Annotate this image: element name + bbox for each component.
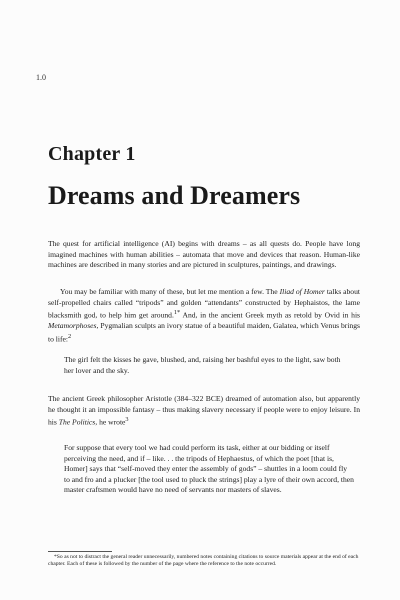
paragraph-examples bbox=[48, 287, 360, 345]
book-title-politics: The Politics bbox=[58, 417, 96, 427]
paragraph-text: You may be familiar with many of these, but let me mention a few. The bbox=[60, 287, 280, 296]
paragraph-text: talks about self-propelled chairs called “tripods” and golden “attendants” constructed by Hephaistos, the lame blacksmith god, to help him get around. bbox=[48, 287, 361, 320]
paragraph-text: , Pygmalian sculpts an ivory statue of a beautiful maiden, Galatea, which Venus brings to life: bbox=[48, 321, 360, 344]
note-marker: 1* bbox=[173, 309, 181, 317]
footnote-divider bbox=[48, 551, 112, 552]
paragraph-intro: The quest for artificial intelligence (AI) begins with dreams – as all quests do. People have long imagined machines with human abilities – automata that move and devices that reason. Human-like machines are described in many stories and are pictured in sculptures, paintings, and drawings. bbox=[48, 239, 360, 270]
footnote: *So as not to distract the general reader unnecessarily, numbered notes containing citations to source materials appear at the end of each chapter. Each of these is followed by the number of the page where the reference to the note occurred. bbox=[48, 554, 359, 568]
block-quote-ovid: The girl felt the kisses he gave, blushed, and, raising her bashful eyes to the light, saw both her lover and the sky. bbox=[64, 355, 341, 375]
book-title-metamorphoses: Metamorphoses bbox=[48, 321, 97, 331]
note-marker: 2 bbox=[68, 332, 72, 340]
book-title-iliad: Iliad of Homer bbox=[279, 287, 325, 296]
paragraph-text: , he wrote bbox=[95, 417, 126, 427]
paragraph-text: And, in the ancient Greek myth as retold by Ovid in his bbox=[180, 310, 361, 320]
paragraph-text: The ancient Greek philosopher Aristotle (384–322 BCE) dreamed of automation also, but apparently he thought it an impossible fantasy – thus making slavery necessary if people were to enjoy leisure. In his bbox=[48, 394, 360, 427]
block-quote-aristotle: For suppose that every tool we had could perform its task, either at our bidding or itself perceiving the need, and if – like. . . the tripods of Hephaestus, of which the poet [that is, Homer] says that “self-moved they enter the assembly of gods” – shuttles in a loom could fly to and fro and a plucker [the tool used to pluck the strings] play a lyre of their own accord, then master craftsmen would have no need of servants nor masters of slaves. bbox=[64, 443, 354, 495]
chapter-title: Dreams and Dreamers bbox=[48, 181, 301, 210]
paragraph-aristotle bbox=[48, 394, 360, 428]
note-marker: 3 bbox=[125, 416, 129, 424]
chapter-label: Chapter 1 bbox=[48, 143, 136, 165]
page-number: 1.0 bbox=[36, 73, 46, 82]
